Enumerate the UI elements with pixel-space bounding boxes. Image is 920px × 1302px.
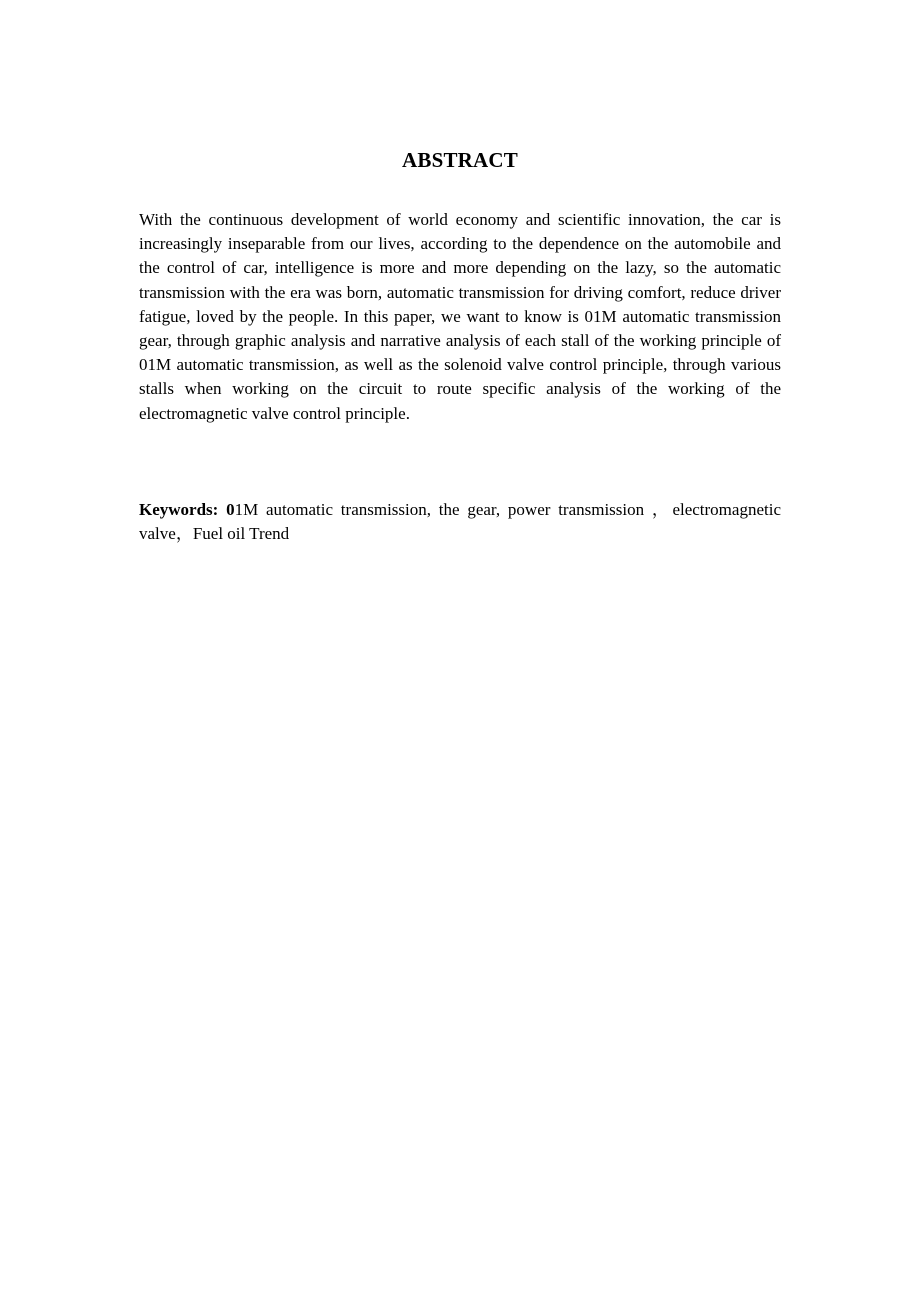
- abstract-body: With the continuous development of world economy and scientific innovation, the car is increasingly inseparable from our lives, according to the dependence on the automobile and the control of car, intelligence is more and more depending on the lazy, so the automatic transmission with the era was born, automatic transmission for driving comfort, reduce driver fatigue, loved by the people. In this paper, we want to know is 01M automatic transmission gear, through graphic analysis and narrative analysis of each stall of the working principle of 01M automatic transmission, as well as the solenoid valve control principle, through various stalls when working on the circuit to route specific analysis of the working of the electromagnetic valve control principle.: [139, 210, 781, 423]
- abstract-title: ABSTRACT: [402, 148, 518, 172]
- keywords-label: Keywords:: [139, 500, 219, 519]
- keywords-lead-digit: 0: [226, 500, 235, 519]
- keywords-text: 1M automatic transmission, the gear, power transmission ，electromagnetic valve，Fuel oil Trend: [139, 500, 781, 544]
- keywords-paragraph: [139, 498, 781, 546]
